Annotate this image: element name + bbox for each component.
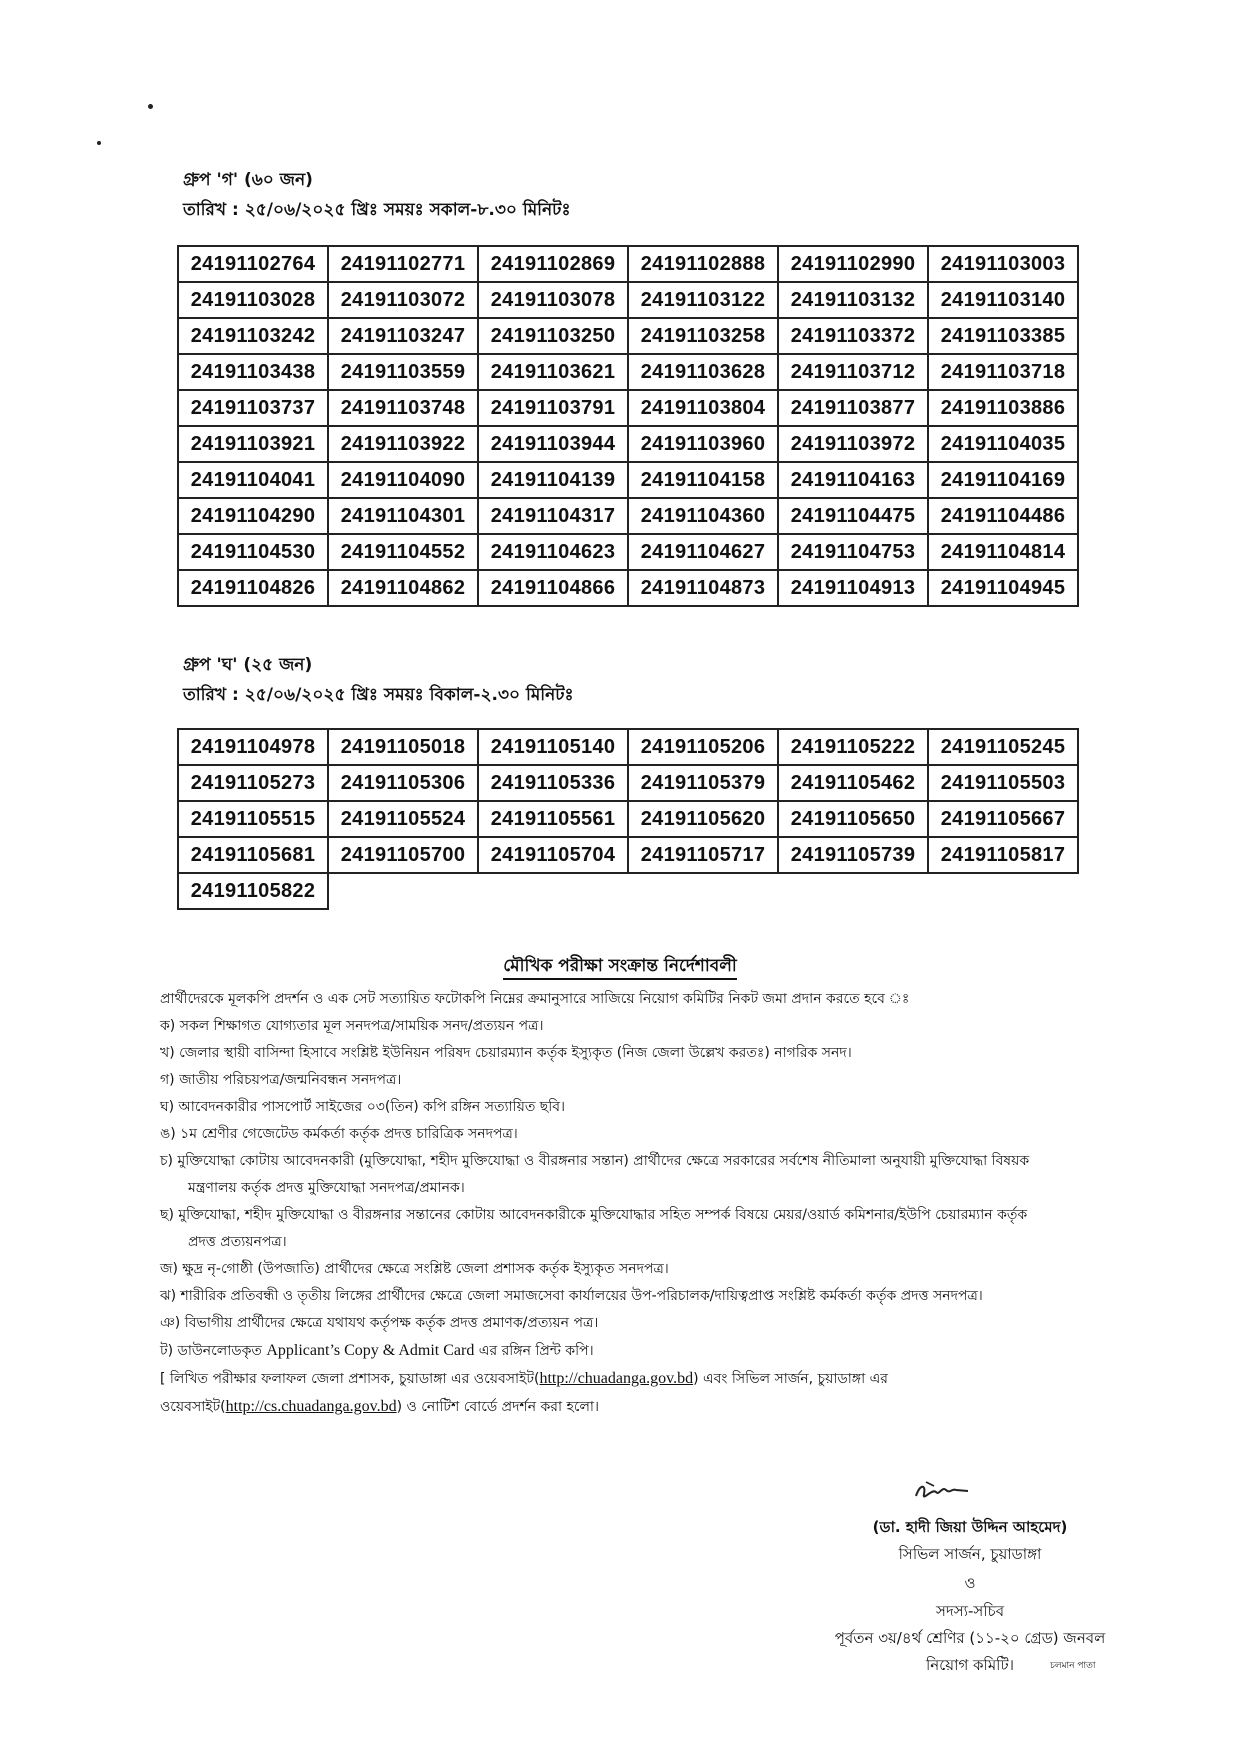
instruction-item-continued: মন্ত্রণালয় কর্তৃক প্রদত্ত মুক্তিযোদ্ধা সনদপত্র/প্রমানক। (188, 1180, 465, 1196)
roll-number-cell: 24191105561 (478, 801, 628, 837)
dc-website-link[interactable]: http://chuadanga.gov.bd (539, 1370, 694, 1387)
roll-number-cell: 24191105503 (928, 765, 1078, 801)
roll-row (178, 873, 1078, 909)
roll-number-cell: 24191105273 (178, 765, 328, 801)
roll-number-cell: 24191104530 (178, 534, 328, 570)
roll-number-cell: 24191104169 (928, 462, 1078, 498)
group-gh-roll-table (177, 728, 1079, 910)
roll-number-cell: 24191104158 (628, 462, 778, 498)
instruction-item-continued: প্রদত্ত প্রত্যয়নপত্র। (188, 1234, 287, 1250)
applicant-copy-admit-card-text: Applicant’s Copy & Admit Card (266, 1342, 475, 1359)
roll-number-cell: 24191105206 (628, 729, 778, 765)
roll-number-cell: 24191104814 (928, 534, 1078, 570)
roll-number-cell: 24191105379 (628, 765, 778, 801)
empty-cell (928, 873, 1078, 909)
roll-row (178, 390, 1078, 426)
roll-row (178, 282, 1078, 318)
result-notice-line: [ লিখিত পরীক্ষার ফলাফল জেলা প্রশাসক, চুয়াডাঙ্গা এর ওয়েবসাইট(http://chuadanga.gov.bd) এবং সিভিল সার্জন, চুয়াডাঙ্গা এর (160, 1370, 888, 1387)
roll-number-cell: 24191105817 (928, 837, 1078, 873)
roll-number-cell: 24191103791 (478, 390, 628, 426)
roll-number-cell: 24191105704 (478, 837, 628, 873)
empty-cell (478, 873, 628, 909)
committee-line: নিয়োগ কমিটি। (926, 1656, 1014, 1674)
handwritten-signature (912, 1478, 972, 1506)
instruction-item: গ) জাতীয় পরিচয়পত্র/জন্মনিবন্ধন সনদপত্র। (160, 1072, 402, 1088)
result-notice-line: ওয়েবসাইট(http://cs.chuadanga.gov.bd) ও নোটিশ বোর্ডে প্রদর্শন করা হলো। (160, 1398, 599, 1415)
roll-number-cell: 24191104035 (928, 426, 1078, 462)
empty-cell (628, 873, 778, 909)
roll-row (178, 498, 1078, 534)
roll-number-cell: 24191103944 (478, 426, 628, 462)
instruction-item: ঘ) আবেদনকারীর পাসপোর্ট সাইজের ০৩(তিন) কপি রঙ্গিন সত্যায়িত ছবি। (160, 1099, 566, 1115)
roll-row (178, 534, 1078, 570)
instruction-item: জ) ক্ষুদ্র নৃ-গোষ্ঠী (উপজাতি) প্রার্থীদের ক্ষেত্রে সংশ্লিষ্ট জেলা প্রশাসক কর্তৃক ইস্যুকৃত সনদপত্র। (160, 1261, 669, 1277)
roll-number-cell: 24191104090 (328, 462, 478, 498)
scan-speck (148, 104, 153, 109)
instruction-item: খ) জেলার স্থায়ী বাসিন্দা হিসাবে সংশ্লিষ্ট ইউনিয়ন পরিষদ চেয়ারম্যান কর্তৃক ইস্যুকৃত (নিজ জেলা উল্লেখ করতঃ) নাগরিক সনদ। (160, 1045, 852, 1061)
group-gh-heading: গ্রুপ 'ঘ' (২৫ জন) (183, 655, 313, 675)
instruction-item: ক) সকল শিক্ষাগত যোগ্যতার মূল সনদপত্র/সাময়িক সনদ/প্রত্যয়ন পত্র। (160, 1018, 544, 1034)
group-g-schedule: তারিখ : ২৫/০৬/২০২৫ খ্রিঃ সময়ঃ সকাল-৮.৩০ মিনিটঃ (183, 200, 571, 220)
roll-number-cell: 24191103258 (628, 318, 778, 354)
empty-cell (328, 873, 478, 909)
roll-number-cell: 24191103621 (478, 354, 628, 390)
roll-number-cell: 24191103247 (328, 318, 478, 354)
roll-number-cell: 24191104486 (928, 498, 1078, 534)
roll-number-cell: 24191103132 (778, 282, 928, 318)
roll-number-cell: 24191105681 (178, 837, 328, 873)
roll-number-cell: 24191105245 (928, 729, 1078, 765)
instructions-title: মৌখিক পরীক্ষা সংক্রান্ত নির্দেশাবলী (0, 953, 1240, 981)
roll-number-cell: 24191104913 (778, 570, 928, 606)
roll-number-cell: 24191103712 (778, 354, 928, 390)
roll-number-cell: 24191102990 (778, 246, 928, 282)
roll-number-cell: 24191103737 (178, 390, 328, 426)
roll-number-cell: 24191103748 (328, 390, 478, 426)
instruction-item: ট) ডাউনলোডকৃত Applicant’s Copy & Admit Card এর রঙ্গিন প্রিন্ট কপি। (160, 1342, 594, 1359)
instruction-item: ছ) মুক্তিযোদ্ধা, শহীদ মুক্তিযোদ্ধা ও বীরঙ্গনার সন্তানের কোটায় আবেদনকারীকে মুক্তিযোদ্ধার সহিত সম্পর্ক বিষয়ে মেয়র/ওয়ার্ড কমিশনার/ইউপি চেয়ারম্যান কর্তৃক (160, 1207, 1028, 1223)
roll-number-cell: 24191105700 (328, 837, 478, 873)
roll-number-cell: 24191102869 (478, 246, 628, 282)
roll-number-cell: 24191105018 (328, 729, 478, 765)
roll-number-cell: 24191104552 (328, 534, 478, 570)
roll-number-cell: 24191103078 (478, 282, 628, 318)
instruction-item: ঙ) ১ম শ্রেণীর গেজেটেড কর্মকর্তা কর্তৃক প্রদত্ত চারিত্রিক সনদপত্র। (160, 1126, 518, 1142)
instructions-list (160, 986, 1090, 1421)
roll-number-cell: 24191103628 (628, 354, 778, 390)
roll-number-cell: 24191103372 (778, 318, 928, 354)
roll-number-cell: 24191104627 (628, 534, 778, 570)
roll-number-cell: 24191104301 (328, 498, 478, 534)
roll-number-cell: 24191104945 (928, 570, 1078, 606)
scan-speck (97, 141, 101, 145)
roll-row (178, 801, 1078, 837)
roll-number-cell: 24191102888 (628, 246, 778, 282)
roll-number-cell: 24191104290 (178, 498, 328, 534)
roll-number-cell: 24191103003 (928, 246, 1078, 282)
roll-number-cell: 24191105650 (778, 801, 928, 837)
cs-website-link[interactable]: http://cs.chuadanga.gov.bd (225, 1398, 397, 1415)
roll-row (178, 570, 1078, 606)
roll-row (178, 426, 1078, 462)
roll-number-cell: 24191104139 (478, 462, 628, 498)
roll-number-cell: 24191105140 (478, 729, 628, 765)
roll-number-cell: 24191104978 (178, 729, 328, 765)
roll-number-cell: 24191103385 (928, 318, 1078, 354)
roll-number-cell: 24191105306 (328, 765, 478, 801)
empty-cell (778, 873, 928, 909)
roll-number-cell: 24191103972 (778, 426, 928, 462)
roll-number-cell: 24191104041 (178, 462, 328, 498)
roll-number-cell: 24191103140 (928, 282, 1078, 318)
roll-number-cell: 24191105222 (778, 729, 928, 765)
roll-row (178, 462, 1078, 498)
roll-number-cell: 24191104873 (628, 570, 778, 606)
roll-row (178, 246, 1078, 282)
roll-number-cell: 24191103072 (328, 282, 478, 318)
roll-number-cell: 24191104753 (778, 534, 928, 570)
roll-number-cell: 24191105336 (478, 765, 628, 801)
roll-number-cell: 24191105822 (178, 873, 328, 909)
roll-row (178, 729, 1078, 765)
roll-number-cell: 24191104475 (778, 498, 928, 534)
roll-number-cell: 24191103804 (628, 390, 778, 426)
roll-number-cell: 24191103122 (628, 282, 778, 318)
roll-number-cell: 24191103559 (328, 354, 478, 390)
roll-number-cell: 24191104826 (178, 570, 328, 606)
roll-number-cell: 24191105620 (628, 801, 778, 837)
roll-number-cell: 24191102771 (328, 246, 478, 282)
roll-row (178, 318, 1078, 354)
roll-number-cell: 24191103438 (178, 354, 328, 390)
roll-number-cell: 24191103960 (628, 426, 778, 462)
roll-number-cell: 24191103718 (928, 354, 1078, 390)
roll-number-cell: 24191105462 (778, 765, 928, 801)
roll-number-cell: 24191105524 (328, 801, 478, 837)
roll-row (178, 837, 1078, 873)
group-gh-schedule: তারিখ : ২৫/০৬/২০২৫ খ্রিঃ সময়ঃ বিকাল-২.৩০ মিনিটঃ (183, 685, 574, 705)
group-g-roll-table (177, 245, 1079, 607)
roll-row (178, 765, 1078, 801)
continued-page-note: চলমান পাতা (1050, 1661, 1096, 1671)
instruction-item: ঝ) শারীরিক প্রতিবন্ধী ও তৃতীয় লিঙ্গের প্রার্থীদের ক্ষেত্রে জেলা সমাজসেবা কার্যালয়ের উপ-পরিচালক/দায়িত্বপ্রাপ্ত সংশ্লিষ্ট কর্মকর্তা কর্তৃক প্রদত্ত সনদপত্র। (160, 1288, 983, 1304)
roll-number-cell: 24191104317 (478, 498, 628, 534)
roll-number-cell: 24191103921 (178, 426, 328, 462)
roll-number-cell: 24191103922 (328, 426, 478, 462)
instructions-intro: প্রার্থীদেরকে মূলকপি প্রদর্শন ও এক সেট সত্যায়িত ফটোকপি নিম্নের ক্রমানুসারে সাজিয়ে নিয়োগ কমিটির নিকট জমা প্রদান করতে হবে ঃ (160, 991, 910, 1007)
signatory-and: ও (964, 1574, 976, 1592)
roll-number-cell: 24191103028 (178, 282, 328, 318)
signatory-role: সদস্য-সচিব (935, 1602, 1005, 1620)
signatory-designation: সিভিল সার্জন, চুয়াডাঙ্গা (898, 1545, 1042, 1563)
roll-number-cell: 24191104360 (628, 498, 778, 534)
roll-number-cell: 24191104862 (328, 570, 478, 606)
roll-number-cell: 24191105739 (778, 837, 928, 873)
group-g-heading: গ্রুপ 'গ' (৬০ জন) (183, 170, 313, 190)
signatory-name: (ডা. হাদী জিয়া উদ্দিন আহমেদ) (872, 1518, 1068, 1536)
roll-number-cell: 24191104163 (778, 462, 928, 498)
roll-number-cell: 24191103250 (478, 318, 628, 354)
roll-number-cell: 24191104623 (478, 534, 628, 570)
roll-row (178, 354, 1078, 390)
roll-number-cell: 24191103886 (928, 390, 1078, 426)
committee-line: পূর্বতন ৩য়/৪র্থ শ্রেণির (১১-২০ গ্রেড) জনবল (834, 1629, 1106, 1647)
roll-number-cell: 24191102764 (178, 246, 328, 282)
roll-number-cell: 24191105717 (628, 837, 778, 873)
roll-number-cell: 24191103877 (778, 390, 928, 426)
roll-number-cell: 24191105667 (928, 801, 1078, 837)
instruction-item: ঞ) বিভাগীয় প্রার্থীদের ক্ষেত্রে যথাযথ কর্তৃপক্ষ কর্তৃক প্রদত্ত প্রমাণক/প্রত্যয়ন পত্র। (160, 1315, 599, 1331)
instruction-item: চ) মুক্তিযোদ্ধা কোটায় আবেদনকারী (মুক্তিযোদ্ধা, শহীদ মুক্তিযোদ্ধা ও বীরঙ্গনার সন্তান) প্রার্থীদের ক্ষেত্রে সরকারের সর্বশেষ নীতিমালা অনুযায়ী মুক্তিযোদ্ধা বিষয়ক (160, 1153, 1030, 1169)
roll-number-cell: 24191105515 (178, 801, 328, 837)
roll-number-cell: 24191103242 (178, 318, 328, 354)
roll-number-cell: 24191104866 (478, 570, 628, 606)
